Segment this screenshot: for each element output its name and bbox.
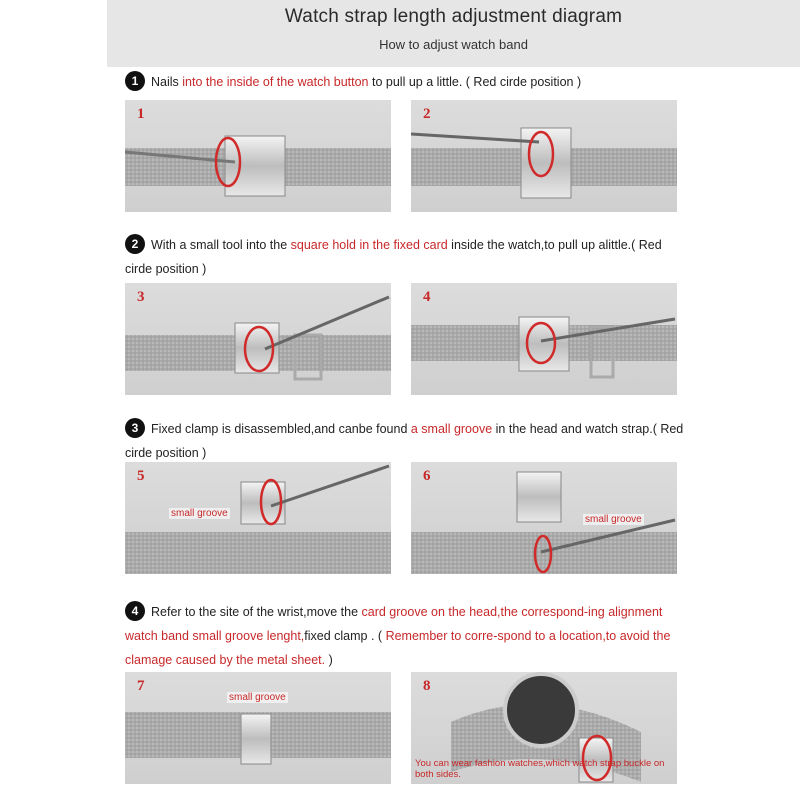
photo-3	[125, 283, 391, 395]
step-highlight: Remember to corre-spond to a location,to avoid the clamage caused by the metal sheet.	[125, 629, 671, 667]
photo-label: 6	[423, 468, 431, 484]
small-groove-note: small groove	[171, 508, 228, 519]
page-subtitle: How to adjust watch band	[379, 37, 528, 52]
step-text: Nails	[151, 75, 183, 89]
page-header	[107, 0, 800, 67]
step-highlight: into the inside of the watch button	[182, 75, 369, 89]
step-text: With a small tool into the	[151, 238, 291, 252]
step-text: )	[325, 653, 333, 667]
photo-label: 1	[137, 106, 145, 122]
step-highlight: card groove on the head,the correspond-ing alignment watch band small groove lenght,	[125, 605, 663, 643]
photo-8	[411, 672, 677, 784]
page-title: Watch strap length adjustment diagram	[284, 6, 623, 27]
step-text: Refer to the site of the wrist,move the	[151, 605, 362, 619]
step-number-badge: 2	[125, 234, 145, 254]
step-number-badge: 1	[125, 71, 145, 91]
buckle-illustration	[125, 462, 391, 574]
photo-7	[125, 672, 391, 784]
step-3	[125, 417, 685, 465]
small-groove-note: small groove	[229, 692, 286, 703]
step-1	[125, 70, 685, 94]
step-4	[125, 600, 685, 672]
photo-6	[411, 462, 677, 574]
small-groove-note: small groove	[585, 514, 642, 525]
step-number-badge: 4	[125, 601, 145, 621]
photo-label: 2	[423, 106, 431, 122]
step-text: fixed clamp . (	[304, 629, 386, 643]
step-number-badge: 3	[125, 418, 145, 438]
photo-5	[125, 462, 391, 574]
buckle-illustration	[411, 100, 677, 212]
buckle-illustration	[411, 283, 677, 395]
step-highlight: square hold in the fixed card	[290, 238, 448, 252]
photo-label: 5	[137, 468, 145, 484]
photo-2	[411, 100, 677, 212]
photo-4	[411, 283, 677, 395]
photo-label: 3	[137, 289, 145, 305]
step-text: to pull up a little. ( Red cirde position )	[368, 75, 582, 89]
buckle-illustration	[125, 283, 391, 395]
step-text: inside the watch,to pull up alittle.( Red cirde position )	[125, 238, 662, 276]
photo-label: 8	[423, 678, 431, 694]
step-text: Fixed clamp is disassembled,and canbe found	[151, 422, 411, 436]
buckle-illustration	[125, 672, 391, 784]
photo-label: 4	[423, 289, 431, 305]
step-text: in the head and watch strap.( Red cirde position )	[125, 422, 684, 460]
photo-caption: You can wear fashion watches,which watch strap buckle on both sides.	[415, 758, 665, 780]
buckle-illustration	[125, 100, 391, 212]
step-highlight: a small groove	[410, 422, 493, 436]
photo-label: 7	[137, 678, 145, 694]
step-2	[125, 233, 685, 281]
photo-1	[125, 100, 391, 212]
